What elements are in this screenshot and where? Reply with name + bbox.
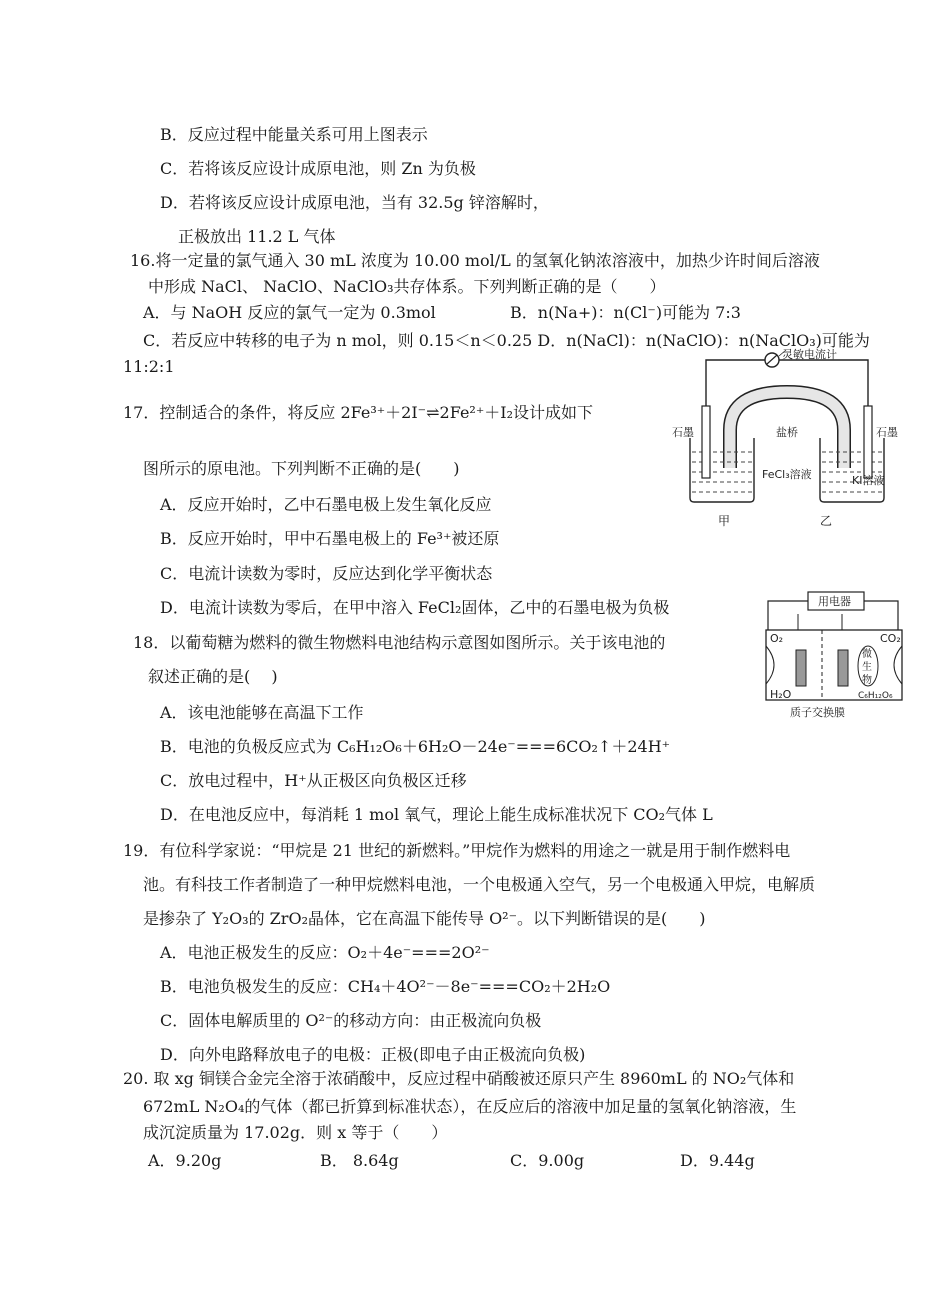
o2-label: O₂ xyxy=(770,632,784,645)
q15-option-d: D．若将该反应设计成原电池，当有 32.5g 锌溶解时， xyxy=(160,193,549,212)
graphite-right-label: 石墨 xyxy=(876,426,898,439)
graphite-electrode-right xyxy=(864,406,872,478)
q16-option-c-d: C．若反应中转移的电子为 n mol，则 0.15＜n＜0.25 D．n(NaCl)：n(NaClO)：n(NaClO₃)可能为 xyxy=(143,331,870,350)
q15-option-b: B．反应过程中能量关系可用上图表示 xyxy=(160,125,428,144)
q19-option-c: C．固体电解质里的 O²⁻的移动方向：由正极流向负极 xyxy=(160,1011,542,1030)
q18-stem-2: 叙述正确的是( ) xyxy=(148,667,278,686)
microbe-label: 微生物 xyxy=(862,649,872,686)
fuel-cell-figure xyxy=(758,590,908,730)
q18-option-d: D．在电池反应中，每消耗 1 mol 氧气，理论上能生成标准状况下 CO₂气体 L xyxy=(160,805,713,824)
q17-option-d: D．电流计读数为零后，在甲中溶入 FeCl₂固体，乙中的石墨电极为负极 xyxy=(160,598,670,617)
q18-option-a: A．该电池能够在高温下工作 xyxy=(160,703,364,722)
q19-stem-2: 池。有科技工作者制造了一种甲烷燃料电池，一个电极通入空气，另一个电极通入甲烷，电解质 xyxy=(143,875,816,894)
q16-stem-1: 16.将一定量的氯气通入 30 mL 浓度为 10.00 mol/L 的氢氧化钠浓溶液中，加热少许时间后溶液 xyxy=(130,251,820,270)
electrode-anode xyxy=(838,650,848,686)
q19-option-a: A．电池正极发生的反应：O₂＋4e⁻===2O²⁻ xyxy=(160,943,490,962)
q15-option-c: C．若将该反应设计成原电池，则 Zn 为负极 xyxy=(160,159,476,178)
load-label: 用电器 xyxy=(818,595,851,608)
glucose-label: C₆H₁₂O₆ xyxy=(858,691,893,701)
q16-option-b: B．n(Na+)：n(Cl⁻)可能为 7:3 xyxy=(510,303,741,322)
salt-bridge-label: 盐桥 xyxy=(776,426,798,439)
q18-stem-1: 18．以葡萄糖为燃料的微生物燃料电池结构示意图如图所示。关于该电池的 xyxy=(133,633,666,652)
q17-option-a: A．反应开始时，乙中石墨电极上发生氧化反应 xyxy=(160,495,492,514)
q20-option-d: D．9.44g xyxy=(680,1151,755,1170)
left-solution-label: FeCl₃溶液 xyxy=(762,468,812,481)
q20-stem-2: 672mL N₂O₄的气体（都已折算到标准状态），在反应后的溶液中加足量的氢氧化钠溶液，生 xyxy=(143,1097,797,1116)
q15-option-d-cont: 正极放出 11.2 L 气体 xyxy=(178,227,336,246)
membrane-label: 质子交换膜 xyxy=(790,706,845,719)
electrode-cathode xyxy=(796,650,806,686)
q19-stem-3: 是掺杂了 Y₂O₃的 ZrO₂晶体，它在高温下能传导 O²⁻。以下判断错误的是( ) xyxy=(143,909,706,928)
galvanometer-label: 灵敏电流计 xyxy=(782,348,837,361)
right-solution-label: KI溶液 xyxy=(852,474,885,487)
h2o-label: H₂O xyxy=(770,688,792,701)
q16-option-d-cont: 11:2:1 xyxy=(123,357,175,376)
q17-stem-1: 17．控制适合的条件，将反应 2Fe³⁺＋2I⁻⇌2Fe²⁺＋I₂设计成如下 xyxy=(123,403,594,422)
q17-option-b: B．反应开始时，甲中石墨电极上的 Fe³⁺被还原 xyxy=(160,529,500,548)
beaker-left-label: 甲 xyxy=(718,514,731,528)
beaker-right-label: 乙 xyxy=(820,514,833,528)
q19-option-b: B．电池负极发生的反应：CH₄＋4O²⁻－8e⁻===CO₂＋2H₂O xyxy=(160,977,611,996)
q16-option-a: A．与 NaOH 反应的氯气一定为 0.3mol xyxy=(143,303,436,322)
q16-stem-2: 中形成 NaCl、 NaClO、NaClO₃共存体系。下列判断正确的是（ ） xyxy=(148,277,666,296)
co2-label: CO₂ xyxy=(880,632,901,645)
q20-option-c: C．9.00g xyxy=(510,1151,585,1170)
graphite-electrode-left xyxy=(702,406,710,478)
q20-stem-3: 成沉淀质量为 17.02g．则 x 等于（ ） xyxy=(143,1123,448,1142)
graphite-left-label: 石墨 xyxy=(672,426,694,439)
q19-option-d: D．向外电路释放电子的电极：正极(即电子由正极流向负极) xyxy=(160,1045,586,1064)
q20-stem-1: 20. 取 xg 铜镁合金完全溶于浓硝酸中，反应过程中硝酸被还原只产生 8960mL 的 NO₂气体和 xyxy=(123,1069,795,1088)
q17-option-c: C．电流计读数为零时，反应达到化学平衡状态 xyxy=(160,564,493,583)
q19-stem-1: 19．有位科学家说：“甲烷是 21 世纪的新燃料。”甲烷作为燃料的用途之一就是用于制作燃料电 xyxy=(123,841,791,860)
q17-stem-2: 图所示的原电池。下列判断不正确的是( ) xyxy=(143,459,460,478)
galvanic-cell-figure xyxy=(668,348,908,508)
q18-option-b: B．电池的负极反应式为 C₆H₁₂O₆＋6H₂O－24e⁻===6CO₂↑＋24H⁺ xyxy=(160,737,671,756)
q20-option-b: B． 8.64g xyxy=(320,1151,399,1170)
q20-option-a: A．9.20g xyxy=(148,1151,222,1170)
q18-option-c: C．放电过程中，H⁺从正极区向负极区迁移 xyxy=(160,771,467,790)
